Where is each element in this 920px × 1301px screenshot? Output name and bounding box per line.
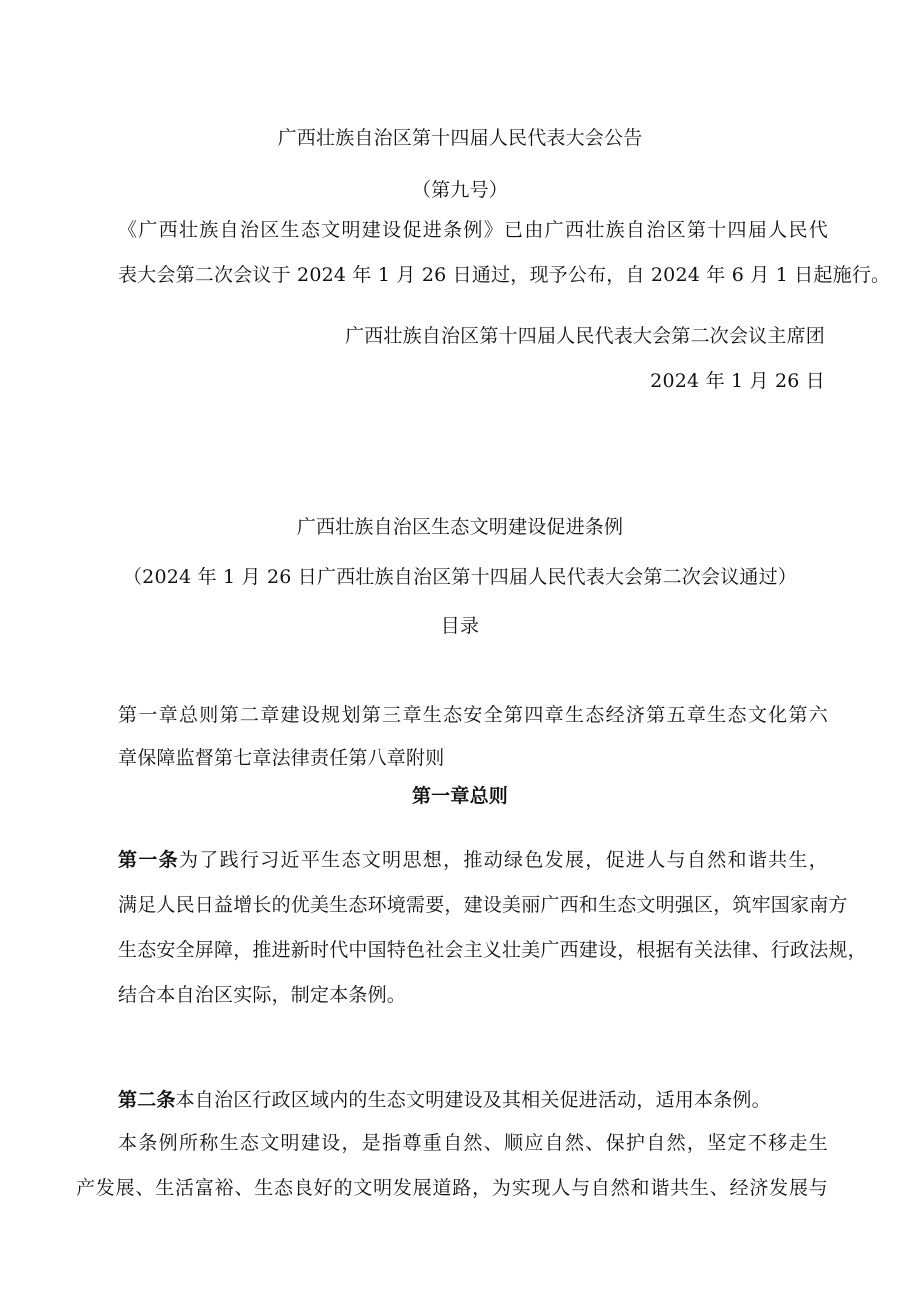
article-1-line-3: 生态安全屏障，推进新时代中国特色社会主义壮美广西建设，根据有关法律、行政法规，: [118, 939, 867, 961]
article-2-line-1: [118, 1088, 771, 1112]
announcement-signatory: 广西壮族自治区第十四届人民代表大会第二次会议主席团: [344, 325, 825, 347]
article-2-text-1: 本自治区行政区域内的生态文明建设及其相关促进活动，适用本条例。: [175, 1089, 771, 1111]
toc-line-1: 第一章总则第二章建设规划第三章生态安全第四章生态经济第五章生态文化第六: [118, 704, 828, 726]
toc-line-2: 章保障监督第七章法律责任第八章附则: [118, 747, 445, 769]
article-1-label: 第一条: [118, 849, 179, 871]
announcement-number: （第九号）: [411, 179, 508, 201]
announcement-body-line-2: 表大会第二次会议于 2024 年 1 月 26 日通过，现予公布，自 2024 年 6 月 1 日起施行。: [118, 264, 891, 286]
regulation-title: 广西壮族自治区生态文明建设促进条例: [296, 516, 624, 538]
article-1-line-1: [118, 848, 828, 872]
announcement-date: 2024 年 1 月 26 日: [650, 370, 825, 392]
article-1-line-4: 结合本自治区实际，制定本条例。: [118, 984, 407, 1006]
article-2-label: 第二条: [118, 1089, 176, 1111]
adoption-note: （2024 年 1 月 26 日广西壮族自治区第十四届人民代表大会第二次会议通过）: [122, 566, 798, 588]
announcement-title: 广西壮族自治区第十四届人民代表大会公告: [277, 127, 643, 149]
announcement-body-line-1: 《广西壮族自治区生态文明建设促进条例》已由广西壮族自治区第十四届人民代: [118, 219, 828, 241]
article-2-para-2-line-1: 本条例所称生态文明建设，是指尊重自然、顺应自然、保护自然，坚定不移走生: [118, 1132, 828, 1154]
article-1-line-2: 满足人民日益增长的优美生态环境需要，建设美丽广西和生态文明强区，筑牢国家南方: [118, 894, 848, 916]
chapter-1-heading: 第一章总则: [411, 785, 508, 807]
article-1-text-1: 为了践行习近平生态文明思想，推动绿色发展，促进人与自然和谐共生，: [178, 849, 828, 871]
toc-heading: 目录: [440, 615, 480, 637]
article-2-para-2-line-2: 产发展、生活富裕、生态良好的文明发展道路，为实现人与自然和谐共生、经济发展与: [76, 1177, 828, 1199]
